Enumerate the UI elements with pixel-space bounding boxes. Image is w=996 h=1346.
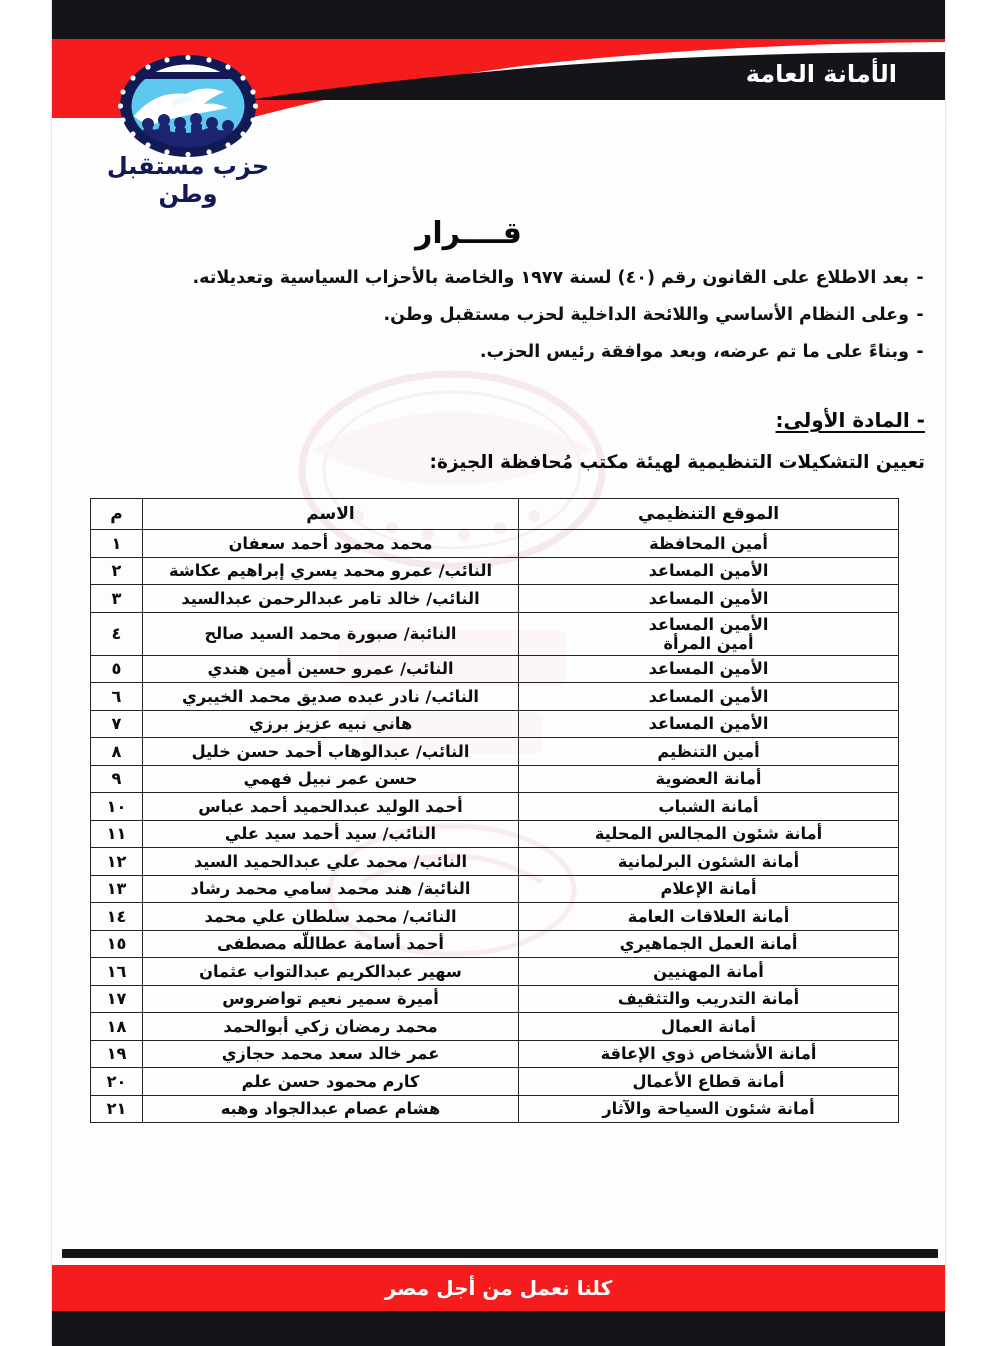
appointments-table [90, 498, 899, 1123]
cell-name: محمد محمود أحمد سعفان [143, 530, 519, 558]
cell-position: أمانة قطاع الأعمال [519, 1068, 899, 1096]
cell-position: أمانة شئون المجالس المحلية [519, 820, 899, 848]
cell-number: ١٠ [91, 793, 143, 821]
table-row [91, 683, 899, 711]
party-emblem-icon [112, 54, 264, 158]
cell-position: الأمين المساعد [519, 585, 899, 613]
cell-name: أحمد الوليد عبدالحميد أحمد عباس [143, 793, 519, 821]
cell-position: أمانة العضوية [519, 765, 899, 793]
table-row [91, 1013, 899, 1041]
clause-text: بعد الاطلاع على القانون رقم (٤٠) لسنة ١٩٧٧ والخاصة بالأحزاب السياسية وتعديلاته. [192, 268, 909, 288]
cell-number: ٢٠ [91, 1068, 143, 1096]
cell-position: الأمين المساعد [519, 710, 899, 738]
cell-number: ٢ [91, 557, 143, 585]
table-row [91, 655, 899, 683]
table-row [91, 530, 899, 558]
position-line-1: الأمين المساعد [648, 614, 769, 634]
cell-name: النائب/ محمد علي عبدالحميد السيد [143, 848, 519, 876]
table-row [91, 958, 899, 986]
cell-name: النائبة/ هند محمد سامي محمد رشاد [143, 875, 519, 903]
cell-position: أمانة شئون السياحة والآثار [519, 1095, 899, 1123]
table-row [91, 903, 899, 931]
column-header-number: م [91, 499, 143, 530]
cell-name: محمد رمضان زكي أبوالحمد [143, 1013, 519, 1041]
cell-name: النائب/ نادر عبده صديق محمد الخيبري [143, 683, 519, 711]
cell-name: سهير عبدالكريم عبدالتواب عثمان [143, 958, 519, 986]
table-row [91, 557, 899, 585]
position-line-2: أمين المرأة [663, 633, 754, 653]
cell-number: ١٣ [91, 875, 143, 903]
cell-position: الأمين المساعد [519, 683, 899, 711]
table-row [91, 985, 899, 1013]
paper-sheet [52, 0, 945, 1346]
article-heading: - المادة الأولى: [775, 408, 925, 432]
table-row [91, 820, 899, 848]
clause-dash: - [916, 305, 924, 325]
table-row [91, 793, 899, 821]
clause-text: وعلى النظام الأساسي واللائحة الداخلية لحزب مستقبل وطن. [383, 305, 909, 325]
cell-position: أمين التنظيم [519, 738, 899, 766]
cell-number: ١ [91, 530, 143, 558]
cell-position: الأمين المساعد [519, 557, 899, 585]
cell-position: أمانة الأشخاص ذوي الإعاقة [519, 1040, 899, 1068]
article-subtitle: تعيين التشكيلات التنظيمية لهيئة مكتب مُحافظة الجيزة: [429, 452, 925, 473]
footer-slogan: كلنا نعمل من أجل مصر [384, 1276, 613, 1300]
cell-name: عمر خالد سعد محمد حجازي [143, 1040, 519, 1068]
table-row [91, 930, 899, 958]
cell-name: النائب/ عمرو محمد يسري إبراهيم عكاشة [143, 557, 519, 585]
cell-number: ١٢ [91, 848, 143, 876]
cell-number: ٨ [91, 738, 143, 766]
footer-black-rule [62, 1249, 938, 1258]
table-row [91, 1068, 899, 1096]
cell-name: النائب/ محمد سلطان علي محمد [143, 903, 519, 931]
table-row [91, 738, 899, 766]
table-row [91, 875, 899, 903]
clause-item [71, 305, 931, 325]
cell-name: النائبة/ صبورة محمد السيد صالح [143, 612, 519, 655]
cell-number: ١٤ [91, 903, 143, 931]
table-row [91, 765, 899, 793]
decision-title: قــــرار [415, 216, 522, 251]
cell-position: الأمين المساعد [519, 655, 899, 683]
table-row [91, 1095, 899, 1123]
cell-name: هشام عصام عبدالجواد وهبه [143, 1095, 519, 1123]
clause-item [71, 268, 931, 288]
cell-number: ١٦ [91, 958, 143, 986]
preamble-clauses [71, 268, 931, 379]
cell-number: ٤ [91, 612, 143, 655]
cell-number: ٧ [91, 710, 143, 738]
cell-position: أمانة التدريب والتثقيف [519, 985, 899, 1013]
table-row [91, 585, 899, 613]
party-name-label: حزب مستقبل وطن [106, 152, 270, 208]
clause-dash: - [916, 342, 924, 362]
cell-name: حسن عمر نبيل فهمي [143, 765, 519, 793]
cell-number: ٩ [91, 765, 143, 793]
cell-number: ٣ [91, 585, 143, 613]
cell-position: أمانة العمال [519, 1013, 899, 1041]
cell-name: أحمد أسامة عطاللّه مصطفى [143, 930, 519, 958]
table-row [91, 612, 899, 655]
clause-dash: - [916, 268, 924, 288]
table-body [91, 530, 899, 1123]
cell-number: ٥ [91, 655, 143, 683]
footer-black-band [52, 1311, 945, 1346]
cell-number: ١١ [91, 820, 143, 848]
cell-name: النائب/ عمرو حسين أمين هندي [143, 655, 519, 683]
clause-text: وبناءً على ما تم عرضه، وبعد موافقة رئيس الحزب. [479, 342, 909, 362]
cell-name: كارم محمود حسن علم [143, 1068, 519, 1096]
cell-position: أمانة العلاقات العامة [519, 903, 899, 931]
cell-name: هاني نبيه عزيز برزي [143, 710, 519, 738]
party-logo [78, 54, 298, 208]
cell-name: النائب/ خالد تامر عبدالرحمن عبدالسيد [143, 585, 519, 613]
cell-position: أمين المحافظة [519, 530, 899, 558]
cell-position: أمانة الشباب [519, 793, 899, 821]
clause-item [71, 342, 931, 362]
cell-name: النائب/ عبدالوهاب أحمد حسن خليل [143, 738, 519, 766]
header-title: الأمانة العامة [745, 60, 897, 88]
cell-position: أمانة الشئون البرلمانية [519, 848, 899, 876]
cell-number: ٦ [91, 683, 143, 711]
cell-number: ٢١ [91, 1095, 143, 1123]
column-header-name: الاسم [143, 499, 519, 530]
cell-position [519, 612, 899, 655]
table-row [91, 710, 899, 738]
table-row [91, 848, 899, 876]
cell-number: ١٨ [91, 1013, 143, 1041]
table-row [91, 1040, 899, 1068]
table-header-row [91, 499, 899, 530]
cell-position: أمانة العمل الجماهيري [519, 930, 899, 958]
cell-number: ١٥ [91, 930, 143, 958]
column-header-position: الموقع التنظيمي [519, 499, 899, 530]
cell-position: أمانة الإعلام [519, 875, 899, 903]
cell-number: ١٩ [91, 1040, 143, 1068]
cell-name: النائب/ سيد أحمد سيد علي [143, 820, 519, 848]
cell-number: ١٧ [91, 985, 143, 1013]
cell-position: أمانة المهنيين [519, 958, 899, 986]
cell-name: أميرة سمير نعيم تواضروس [143, 985, 519, 1013]
